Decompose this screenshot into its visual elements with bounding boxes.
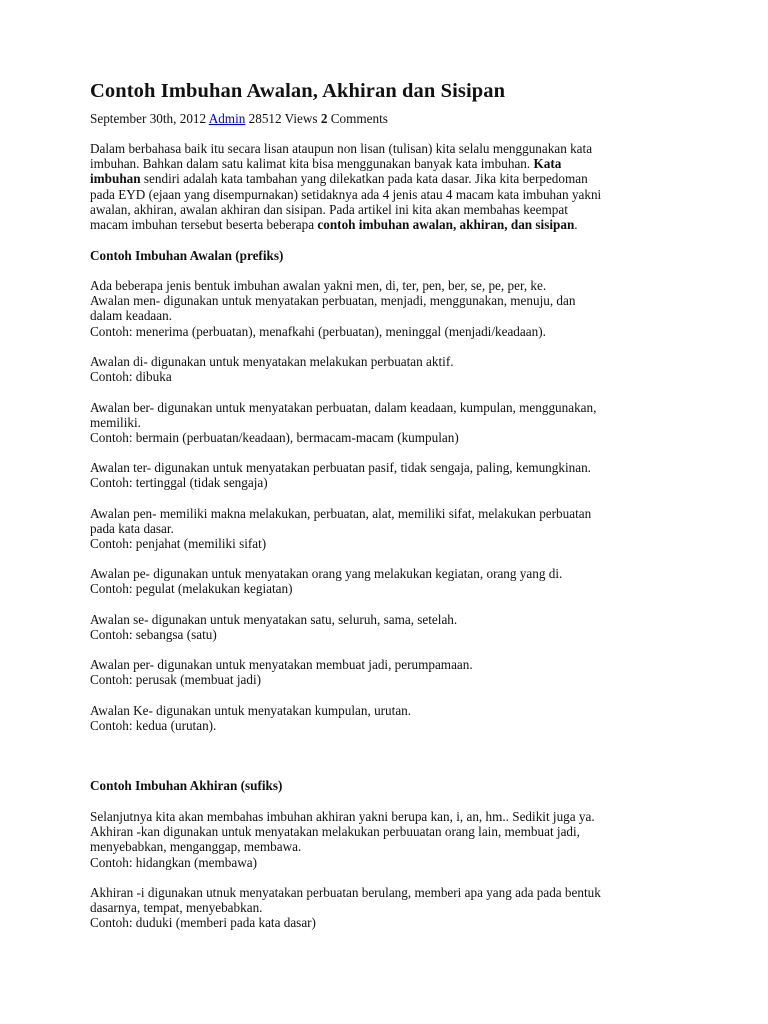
prefix-ke-paragraph [90,703,690,733]
text-line: pada kata dasar. [90,521,174,537]
prefix-ber-paragraph [90,400,690,446]
prefix-ter-paragraph [90,460,690,490]
intro-line: macam imbuhan tersebut beserta beberapa [90,217,318,233]
text-line: Awalan per- digunakan untuk menyatakan membuat jadi, perumpamaan. [90,657,473,672]
prefix-se-paragraph [90,612,690,642]
suffix-i-paragraph [90,885,690,931]
text-line: memiliki. [90,415,141,431]
author-link[interactable]: Admin [208,111,246,126]
text-line: Akhiran -i digunakan utnuk menyatakan perbuatan berulang, memberi apa yang ada pada bentuk [90,885,601,900]
intro-line: pada EYD (ejaan yang disempurnakan) setidaknya ada 4 jenis atau 4 macam kata imbuhan yakni [90,186,602,202]
text-line: Awalan ter- digunakan untuk menyatakan perbuatan pasif, tidak sengaja, paling, kemungkinan. [90,460,591,475]
intro-line: . [574,217,578,233]
example-line: Contoh: sebangsa (satu) [90,627,217,643]
text-line: Selanjutnya kita akan membahas imbuhan akhiran yakni berupa kan, i, an, hm.. Sedikit juga ya. [90,809,595,824]
suffix-intro-paragraph [90,809,690,870]
example-line: Contoh: dibuka [90,369,172,385]
section-heading-suffix: Contoh Imbuhan Akhiran (sufiks) [90,778,283,793]
comment-count: 2 [320,111,328,126]
text-line: Awalan pen- memiliki makna melakukan, perbuatan, alat, memiliki sifat, melakukan perbuatan [90,506,592,521]
text-line: Akhiran -kan digunakan untuk menyatakan melakukan perbuuatan orang lain, membuat jadi, [90,824,580,840]
section-heading-prefix: Contoh Imbuhan Awalan (prefiks) [90,248,284,263]
example-line: Contoh: pegulat (melakukan kegiatan) [90,581,293,597]
text-line: Awalan se- digunakan untuk menyatakan satu, seluruh, sama, setelah. [90,612,458,627]
example-line: Contoh: kedua (urutan). [90,718,217,734]
intro-bold-keyphrase: contoh imbuhan awalan, akhiran, dan sisipan [317,217,575,233]
example-line: Contoh: tertinggal (tidak sengaja) [90,475,268,491]
intro-line: awalan, akhiran, awalan akhiran dan sisipan. Pada artikel ini kita akan membahas keempat [90,201,568,217]
example-line: Contoh: bermain (perbuatan/keadaan), bermacam-macam (kumpulan) [90,430,459,446]
text-line: Ada beberapa jenis bentuk imbuhan awalan yakni men, di, ter, pen, ber, se, pe, per, ke. [90,278,547,293]
text-line: Awalan ber- digunakan untuk menyatakan perbuatan, dalam keadaan, kumpulan, menggunakan, [90,400,597,415]
comments-label: Comments [330,111,388,126]
prefix-pe-paragraph [90,566,690,596]
prefix-intro-paragraph [90,278,690,339]
prefix-pen-paragraph [90,506,690,552]
text-line: dasarnya, tempat, menyebabkan. [90,900,263,916]
intro-line: Dalam berbahasa baik itu secara lisan ataupun non lisan (tulisan) kita selalu menggunakan kata [90,141,593,156]
example-line: Contoh: penjahat (memiliki sifat) [90,536,267,552]
intro-bold-term: Kata [533,156,562,172]
text-line: Awalan pe- digunakan untuk menyatakan orang yang melakukan kegiatan, orang yang di. [90,566,563,581]
article-title: Contoh Imbuhan Awalan, Akhiran dan Sisipan [90,80,506,102]
intro-paragraph [90,141,690,232]
post-date: September 30th, 2012 [90,111,207,126]
text-line: Awalan men- digunakan untuk menyatakan perbuatan, menjadi, menggunakan, menuju, dan [90,293,576,309]
prefix-di-paragraph [90,354,690,384]
example-line: Contoh: menerima (perbuatan), menafkahi (perbuatan), meninggal (menjadi/keadaan). [90,323,546,339]
view-count: 28512 Views [248,111,318,126]
example-line: Contoh: hidangkan (membawa) [90,854,258,870]
intro-bold-term: imbuhan [90,171,141,187]
intro-line: imbuhan. Bahkan dalam satu kalimat kita bisa menggunakan banyak kata imbuhan. [90,156,534,172]
text-line: dalam keadaan. [90,308,173,324]
article-meta [90,111,388,127]
example-line: Contoh: duduki (memberi pada kata dasar) [90,915,316,931]
text-line: menyebabkan, menganggap, membawa. [90,839,302,855]
prefix-per-paragraph [90,657,690,687]
text-line: Awalan di- digunakan untuk menyatakan melakukan perbuatan aktif. [90,354,454,369]
intro-line: sendiri adalah kata tambahan yang dilekatkan pada kata dasar. Jika kita berpedoman [140,171,588,187]
text-line: Awalan Ke- digunakan untuk menyatakan kumpulan, urutan. [90,703,412,718]
example-line: Contoh: perusak (membuat jadi) [90,672,262,688]
